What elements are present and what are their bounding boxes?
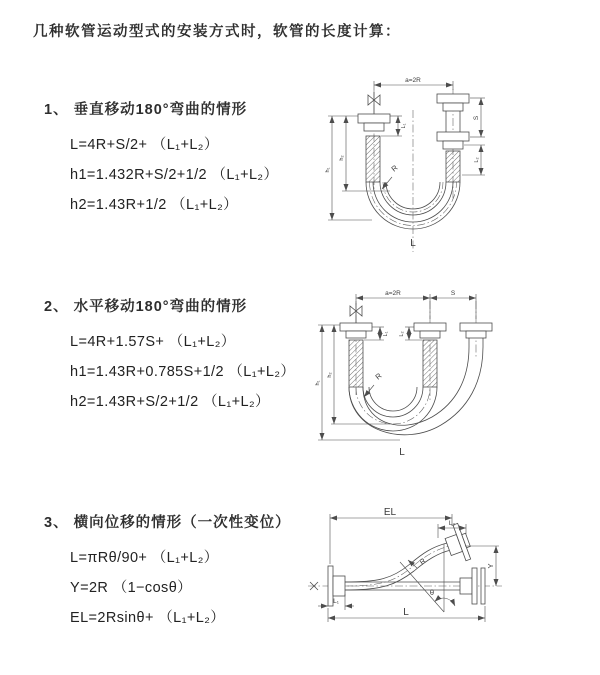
angle-label: θ — [429, 588, 435, 597]
dim-label-h1: h₁ — [325, 167, 331, 173]
dim-label-l2: L₂ — [474, 157, 480, 163]
dim-label-s: S — [473, 115, 480, 121]
right-flange — [460, 568, 485, 604]
formula-line: h1=1.43R+0.785S+1/2 （L₁+L₂） — [70, 364, 296, 380]
dim-label-y: Y — [486, 563, 495, 569]
dim-label-l1: L₁ — [401, 123, 407, 129]
dim-a2r — [356, 290, 476, 319]
braided-hose-section — [366, 136, 380, 182]
dim-label-l1: L₁ — [383, 331, 389, 337]
dim-l — [328, 606, 485, 622]
dim-label-l1: L₁ — [333, 598, 339, 605]
diagram-horizontal-bend — [308, 283, 600, 465]
section-3-heading: 3、 横向位移的情形（一次性变位） — [44, 515, 291, 531]
radius-callout — [364, 371, 384, 397]
middle-pipe-assembly — [414, 301, 446, 401]
displaced-flange — [442, 522, 475, 565]
braided-hose-section — [349, 340, 363, 387]
length-label: L — [399, 447, 405, 458]
diagram-lateral-displacement — [298, 502, 598, 650]
formula-line: L=4R+1.57S+ （L₁+L₂） — [70, 334, 236, 350]
section-3 — [44, 513, 291, 633]
dim-el — [330, 507, 452, 564]
page-title: 几种软管运动型式的安装方式时，软管的长度计算： — [33, 24, 401, 40]
left-pipe-assembly — [358, 90, 390, 190]
radius-label: R — [417, 556, 428, 567]
dim-l2 — [462, 145, 485, 175]
angle-construction — [400, 544, 455, 612]
dim-label-h2: h₂ — [327, 372, 333, 378]
dim-label-h1: h₁ — [315, 380, 321, 386]
formula-line: h2=1.43R+S/2+1/2 （L₁+L₂） — [70, 394, 270, 410]
radius-label: R — [373, 371, 384, 382]
section-2-heading: 2、 水平移动180°弯曲的情形 — [44, 299, 248, 315]
section-1 — [44, 100, 278, 220]
dim-a2r — [374, 77, 453, 90]
section-1-heading: 1、 垂直移动180°弯曲的情形 — [44, 102, 248, 118]
length-label: L — [403, 607, 409, 618]
dim-l1 — [318, 594, 354, 610]
dim-label-a2r: a=2R — [385, 290, 401, 297]
formula-line: L=4R+S/2+ （L₁+L₂） — [70, 137, 219, 153]
dim-label-a2r: a=2R — [405, 77, 421, 84]
formula-line: Y=2R （1−cosθ） — [70, 580, 193, 596]
formula-line: h2=1.43R+1/2 （L₁+L₂） — [70, 197, 239, 213]
dim-label-l2: L₂ — [399, 331, 405, 337]
diagram-vertical-bend — [312, 70, 600, 262]
radius-callout — [382, 163, 400, 189]
s-curve-hose — [345, 543, 451, 590]
braided-hose-section — [446, 151, 460, 182]
dim-s — [470, 98, 485, 137]
dim-label-el: EL — [383, 507, 397, 518]
dim-h-outer — [325, 116, 372, 220]
formula-line: L=πRθ/90+ （L₁+L₂） — [70, 550, 219, 566]
formula-line: EL=2Rsinθ+ （L₁+L₂） — [70, 610, 226, 626]
formula-line: h1=1.432R+S/2+1/2 （L₁+L₂） — [70, 167, 279, 183]
dim-label-s: S — [450, 290, 456, 297]
dim-label-l2: L₂ — [448, 520, 456, 527]
length-label: L — [410, 238, 416, 249]
radius-label: R — [389, 163, 400, 174]
section-2 — [44, 297, 295, 417]
dim-label-h2: h₂ — [339, 155, 345, 161]
braided-hose-section — [423, 340, 437, 387]
